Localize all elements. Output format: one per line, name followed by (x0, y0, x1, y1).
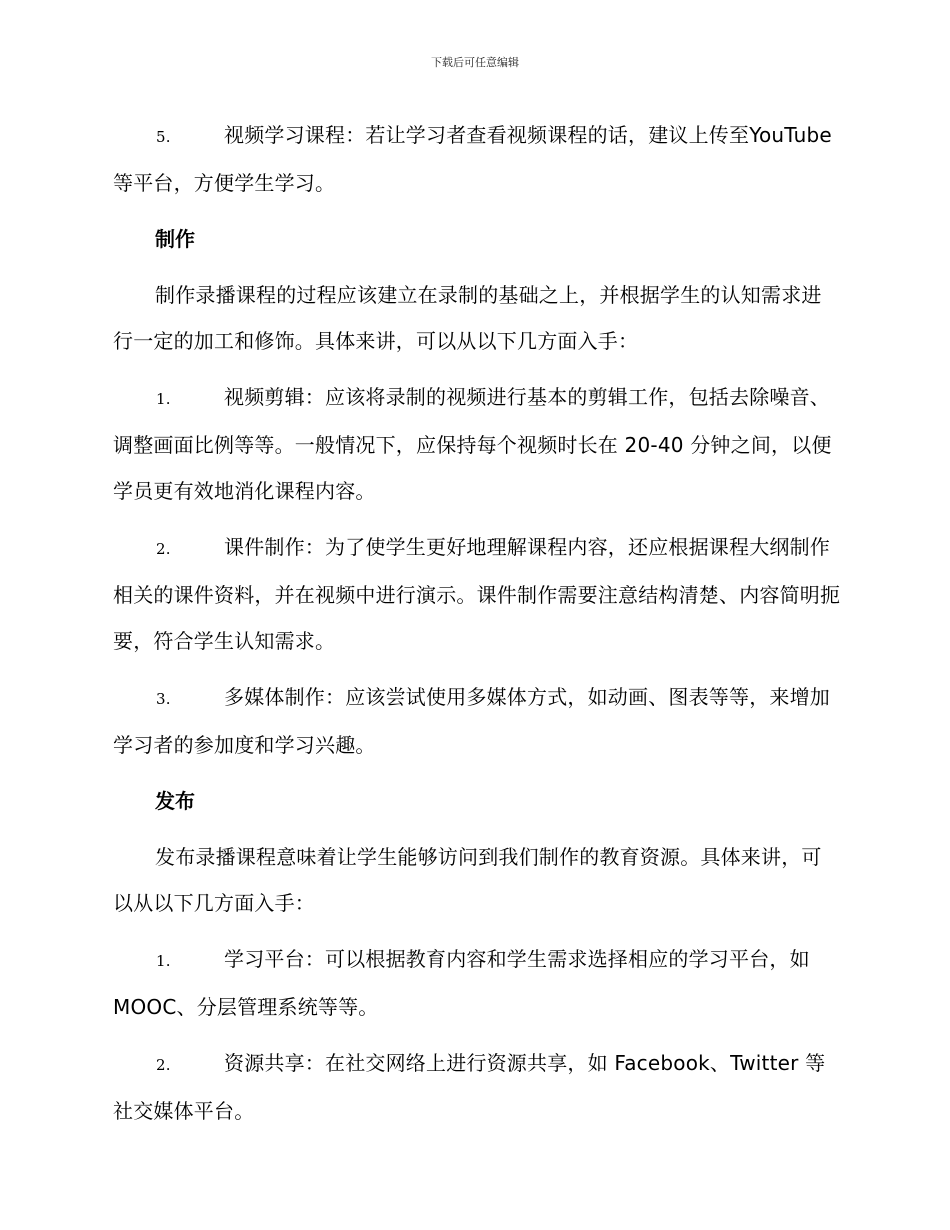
list-item-number: 3. (156, 690, 171, 708)
section-intro-production: 制作录播课程的过程应该建立在录制的基础之上，并根据学生的认知需求进行一定的加工和修饰。具体来讲，可以从以下几方面入手： (113, 283, 822, 353)
list-item-number: 1. (156, 390, 171, 408)
list-item-resource-sharing (113, 1040, 841, 1134)
list-item-video-course (113, 112, 841, 206)
list-item-text: 资源共享：在社交网络上进行资源共享，如 Facebook、Twitter 等社交媒体平台。 (113, 1051, 826, 1123)
list-item-video-editing (113, 374, 841, 514)
document-body (113, 112, 841, 1144)
list-item-number: 2. (156, 540, 171, 558)
list-item-text: 学习平台：可以根据教育内容和学生需求选择相应的学习平台，如 MOOC、分层管理系统等等。 (113, 947, 810, 1019)
section-intro-publish: 发布录播课程意味着让学生能够访问到我们制作的教育资源。具体来讲，可以从以下几方面入手： (113, 845, 822, 915)
list-item-number: 2. (156, 1056, 171, 1074)
section-heading-publish: 发布 (155, 789, 195, 813)
list-item-text: 课件制作：为了使学生更好地理解课程内容，还应根据课程大纲制作相关的课件资料，并在视频中进行演示。课件制作需要注意结构清楚、内容简明扼要，符合学生认知需求。 (113, 535, 841, 653)
list-item-courseware (113, 524, 841, 664)
list-item-learning-platform (113, 936, 841, 1030)
list-item-multimedia (113, 674, 841, 768)
list-item-text: 视频学习课程：若让学习者查看视频课程的话，建议上传至YouTube 等平台，方便学生学习。 (113, 123, 832, 195)
section-heading-production: 制作 (155, 227, 195, 251)
list-item-number: 1. (156, 952, 171, 970)
list-item-text: 视频剪辑：应该将录制的视频进行基本的剪辑工作，包括去除噪音、调整画面比例等等。一般情况下，应保持每个视频时长在 20-40 分钟之间，以便学员更有效地消化课程内容。 (113, 385, 832, 503)
page-header: 下载后可任意编辑 (431, 56, 519, 69)
list-item-number: 5. (156, 128, 171, 146)
list-item-text: 多媒体制作：应该尝试使用多媒体方式，如动画、图表等等，来增加学习者的参加度和学习兴趣。 (113, 685, 830, 757)
